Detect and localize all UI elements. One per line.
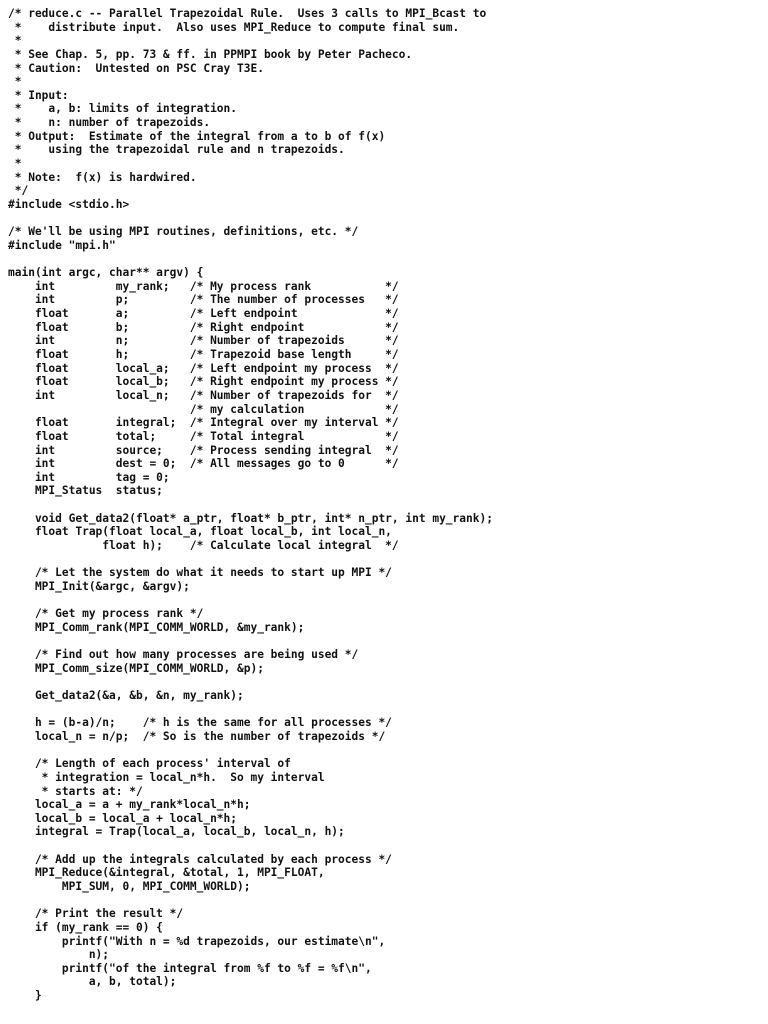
code-line: [8, 594, 764, 608]
code-line: printf("With n = %d trapezoids, our estimate\n",: [8, 934, 386, 948]
code-line: float local_a; /* Left endpoint my process */: [8, 361, 399, 375]
code-line: int local_n; /* Number of trapezoids for */: [8, 388, 399, 402]
code-line: [8, 553, 764, 567]
code-line: /* Find out how many processes are being used */: [8, 648, 359, 662]
code-line: h = (b-a)/n; /* h is the same for all processes */: [8, 716, 392, 730]
code-line: [8, 634, 764, 648]
code-line: MPI_Reduce(&integral, &total, 1, MPI_FLOAT,: [8, 866, 325, 880]
code-line: if (my_rank == 0) {: [8, 920, 163, 934]
code-line: /* Add up the integrals calculated by each process */: [8, 852, 392, 866]
code-line: int p; /* The number of processes */: [8, 293, 399, 307]
code-line: [8, 839, 764, 853]
code-line: * integration = local_n*h. So my interval: [8, 770, 325, 784]
code-line: [8, 498, 764, 512]
code-line: local_n = n/p; /* So is the number of trapezoids */: [8, 729, 386, 743]
code-line: int my_rank; /* My process rank */: [8, 279, 399, 293]
code-line: local_a = a + my_rank*local_n*h;: [8, 798, 251, 812]
code-line: /* Get my process rank */: [8, 607, 204, 621]
code-line: MPI_Comm_size(MPI_COMM_WORLD, &p);: [8, 661, 264, 675]
code-line: MPI_Status status;: [8, 484, 163, 498]
code-line: /* reduce.c -- Parallel Trapezoidal Rule. Uses 3 calls to MPI_Bcast to: [8, 7, 487, 20]
code-line: [8, 253, 764, 267]
code-line: * n: number of trapezoids.: [8, 116, 211, 130]
code-line: float h); /* Calculate local integral */: [8, 538, 399, 552]
code-line: printf("of the integral from %f to %f = %f\n",: [8, 961, 372, 975]
code-line: * Output: Estimate of the integral from a to b of f(x): [8, 129, 386, 143]
code-line: void Get_data2(float* a_ptr, float* b_ptr, int* n_ptr, int my_rank);: [8, 511, 493, 525]
code-line: n);: [8, 948, 110, 962]
code-line: [8, 744, 764, 758]
code-line: *: [8, 34, 22, 48]
code-line: float b; /* Right endpoint */: [8, 320, 399, 334]
code-line: int source; /* Process sending integral */: [8, 443, 399, 457]
code-line: #include <stdio.h>: [8, 197, 130, 211]
code-line: float integral; /* Integral over my interval */: [8, 416, 399, 430]
code-listing: [8, 7, 764, 1003]
code-line: * using the trapezoidal rule and n trapezoids.: [8, 143, 345, 157]
code-line: /* my calculation */: [8, 402, 399, 416]
code-line: float h; /* Trapezoid base length */: [8, 348, 399, 362]
code-line: /* Let the system do what it needs to start up MPI */: [8, 566, 392, 580]
code-line: [8, 703, 764, 717]
code-line: float local_b; /* Right endpoint my process */: [8, 375, 399, 389]
code-line: * Caution: Untested on PSC Cray T3E.: [8, 61, 264, 75]
code-line: [8, 675, 764, 689]
code-line: * See Chap. 5, pp. 73 & ff. in PPMPI book by Peter Pacheco.: [8, 47, 413, 61]
code-line: main(int argc, char** argv) {: [8, 266, 204, 280]
code-line: int n; /* Number of trapezoids */: [8, 334, 399, 348]
code-line: local_b = local_a + local_n*h;: [8, 811, 238, 825]
code-line: #include "mpi.h": [8, 238, 116, 252]
code-line: a, b, total);: [8, 975, 177, 989]
code-line: MPI_SUM, 0, MPI_COMM_WORLD);: [8, 880, 251, 893]
code-line: * Note: f(x) is hardwired.: [8, 170, 197, 184]
code-line: */: [8, 184, 29, 198]
code-line: Get_data2(&a, &b, &n, my_rank);: [8, 689, 244, 703]
code-line: * starts at: */: [8, 784, 143, 798]
code-line: [8, 212, 764, 226]
code-line: * a, b: limits of integration.: [8, 102, 238, 116]
code-line: * distribute input. Also uses MPI_Reduce to compute final sum.: [8, 20, 460, 34]
code-line: integral = Trap(local_a, local_b, local_n, h);: [8, 825, 345, 839]
code-line: *: [8, 157, 22, 171]
code-line: float Trap(float local_a, float local_b, int local_n,: [8, 525, 392, 539]
code-line: int tag = 0;: [8, 470, 170, 484]
code-line: float a; /* Left endpoint */: [8, 307, 399, 321]
code-line: MPI_Init(&argc, &argv);: [8, 579, 190, 593]
code-line: int dest = 0; /* All messages go to 0 */: [8, 457, 399, 471]
code-line: *: [8, 75, 22, 89]
code-line: float total; /* Total integral */: [8, 429, 399, 443]
code-line: /* We'll be using MPI routines, definitions, etc. */: [8, 225, 359, 239]
code-line: /* Print the result */: [8, 907, 184, 921]
code-line: }: [8, 989, 42, 1003]
code-line: [8, 894, 764, 908]
code-line: MPI_Comm_rank(MPI_COMM_WORLD, &my_rank);: [8, 620, 305, 634]
code-line: /* Length of each process' interval of: [8, 757, 291, 771]
code-line: * Input:: [8, 88, 69, 102]
